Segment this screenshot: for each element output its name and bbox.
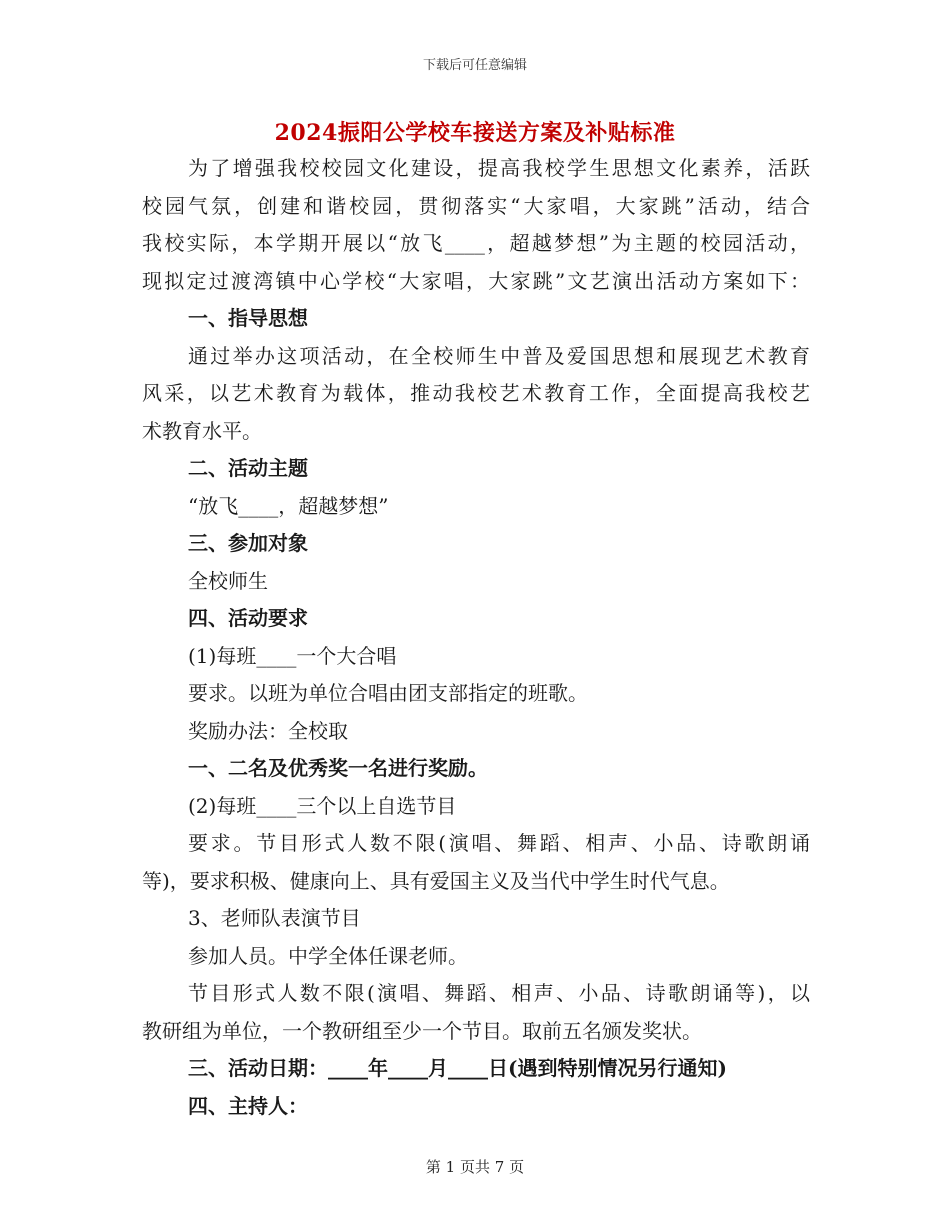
page-header: 下载后可任意编辑 — [422, 58, 527, 73]
text-line: (1)每班____一个大合唱 — [188, 643, 397, 668]
section-heading: 四、活动要求 — [188, 606, 308, 630]
section-heading: 二、活动主题 — [188, 456, 308, 480]
text-line: (2)每班____三个以上自选节目 — [188, 793, 457, 818]
text-line: 要求。节目形式人数不限(演唱、舞蹈、相声、小品、诗歌朗诵 — [188, 831, 810, 855]
text-line: 术教育水平。 — [142, 418, 262, 443]
text-line: 全校师生 — [188, 568, 268, 593]
text-line: 参加人员。中学全体任课老师。 — [188, 943, 468, 968]
section-heading: 一、二名及优秀奖一名进行奖励。 — [188, 756, 488, 780]
document-body — [142, 150, 810, 1125]
text-line: 我校实际，本学期开展以“放飞____，超越梦想”为主题的校园活动， — [142, 231, 810, 255]
text-line: 通过举办这项活动，在全校师生中普及爱国思想和展现艺术教育 — [188, 343, 810, 368]
text-line: 现拟定过渡湾镇中心学校“大家唱，大家跳”文艺演出活动方案如下： — [142, 268, 810, 293]
text-line: 3、老师队表演节目 — [188, 906, 361, 930]
text-line: 教研组为单位，一个教研组至少一个节目。取前五名颁发奖状。 — [142, 1018, 702, 1043]
text-line: 节目形式人数不限(演唱、舞蹈、相声、小品、诗歌朗诵等)，以 — [188, 981, 810, 1005]
text-line: 风采，以艺术教育为载体，推动我校艺术教育工作，全面提高我校艺 — [142, 381, 810, 405]
document-title: 2024振阳公学校车接送方案及补贴标准 — [274, 120, 676, 146]
text-line: 为了增强我校校园文化建设，提高我校学生思想文化素养，活跃 — [188, 156, 810, 180]
text-line: “放飞____，超越梦想” — [188, 493, 389, 518]
page-footer: 第 1 页共 7 页 — [425, 1158, 525, 1176]
section-heading: 三、活动日期：____年____月____日(遇到特别情况另行通知) — [188, 1056, 727, 1080]
section-heading: 四、主持人： — [188, 1093, 308, 1118]
text-line: 校园气氛，创建和谐校园，贯彻落实“大家唱，大家跳”活动，结合 — [142, 193, 810, 218]
text-line: 要求。以班为单位合唱由团支部指定的班歌。 — [188, 681, 588, 705]
text-line: 等)，要求积极、健康向上、具有爱国主义及当代中学生时代气息。 — [142, 868, 730, 893]
section-heading: 三、参加对象 — [188, 531, 308, 555]
section-heading: 一、指导思想 — [188, 306, 308, 330]
text-line: 奖励办法：全校取 — [188, 718, 348, 743]
